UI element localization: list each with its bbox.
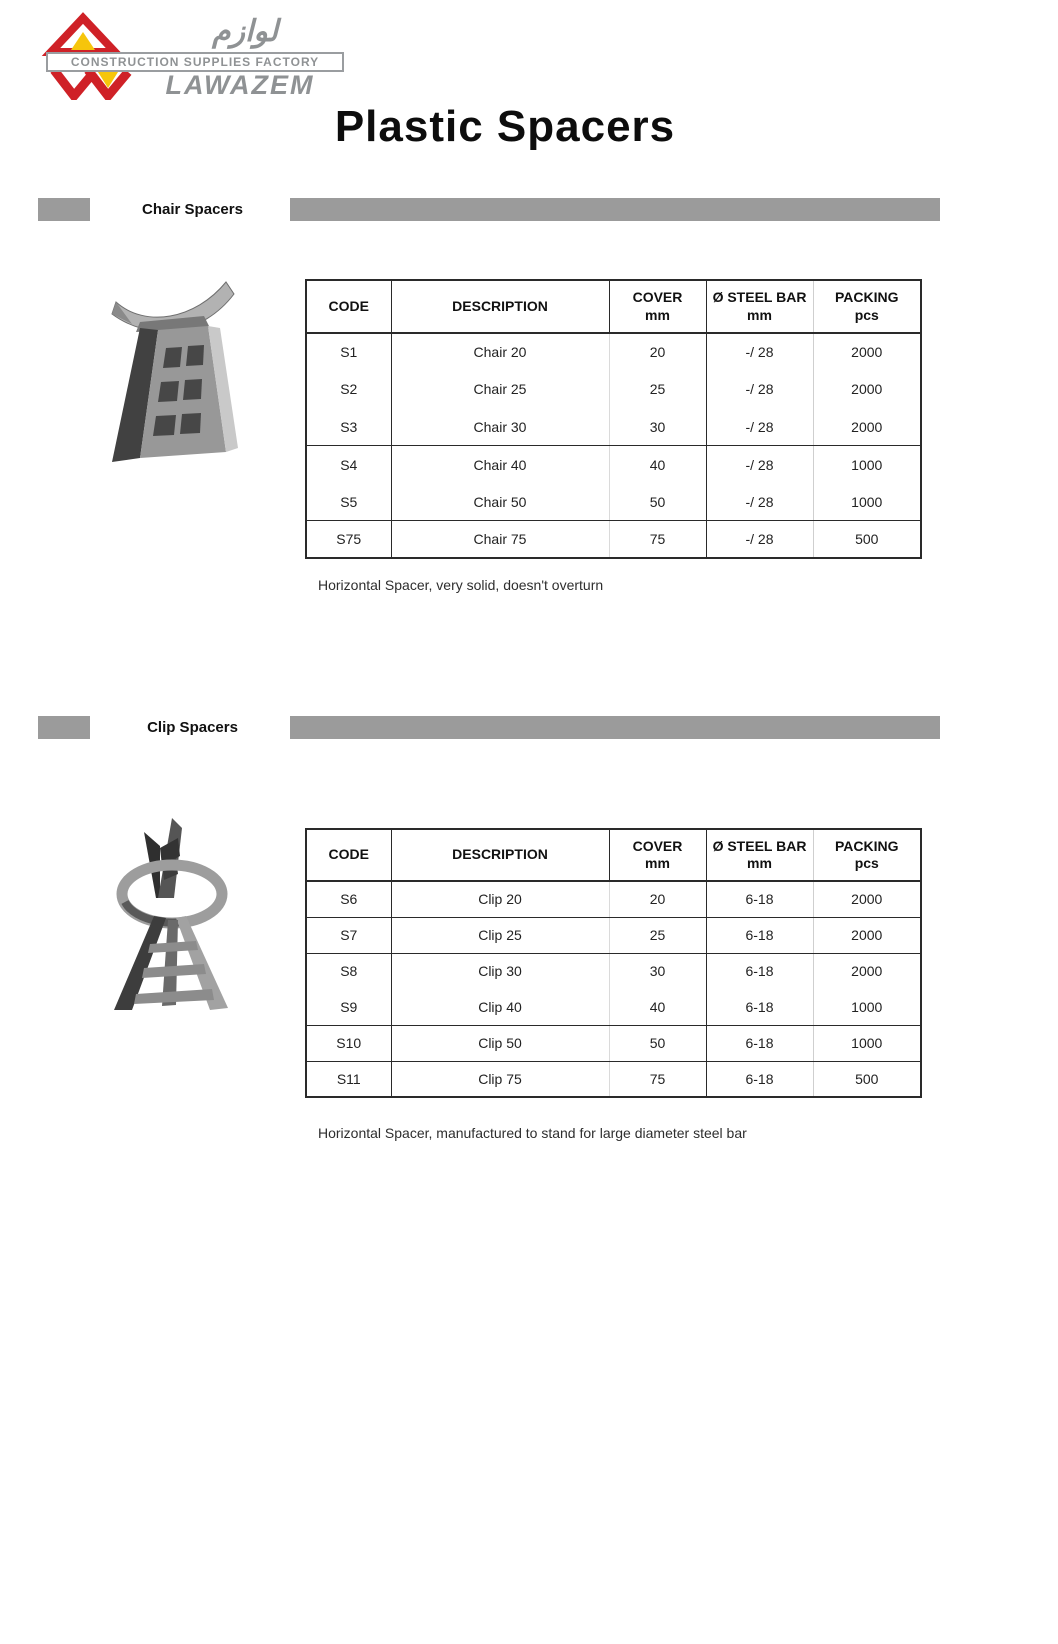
cell-code: S5 [306, 483, 391, 521]
cell-description: Clip 40 [391, 989, 609, 1025]
table-header-row [306, 280, 921, 333]
cell-description: Clip 30 [391, 953, 609, 989]
table-row [306, 1025, 921, 1061]
section-divider-bar [290, 716, 940, 739]
cell-cover: 30 [609, 408, 706, 446]
cell-code: S4 [306, 446, 391, 484]
table-row [306, 408, 921, 446]
table-row [306, 371, 921, 409]
cell-steel-bar: -/ 28 [706, 521, 813, 559]
cell-code: S6 [306, 881, 391, 917]
cell-packing: 1000 [813, 989, 921, 1025]
clip-spacer-image [98, 798, 248, 1016]
cell-packing: 2000 [813, 881, 921, 917]
cell-packing: 500 [855, 531, 879, 547]
table-row [306, 917, 921, 953]
column-header-cover: COVER mm [609, 829, 706, 881]
cell-cover: 30 [609, 953, 706, 989]
cell-description: Clip 75 [391, 1061, 609, 1097]
cell-code: S10 [306, 1025, 391, 1061]
cell-code: S7 [306, 917, 391, 953]
table-row [306, 953, 921, 989]
table-row [306, 1061, 921, 1097]
clip-spacers-note: Horizontal Spacer, manufactured to stand for large diameter steel bar [318, 1125, 747, 1141]
cell-packing: 2000 [851, 344, 883, 361]
cell-description: Chair 40 [391, 446, 609, 484]
cell-packing: 2000 [851, 381, 883, 398]
column-header-cover: COVER mm [609, 280, 706, 333]
cell-code: S8 [306, 953, 391, 989]
section-divider-bar [290, 198, 940, 221]
section-header-clip-spacers [0, 716, 1058, 739]
cell-description: Clip 25 [391, 917, 609, 953]
section-heading: Chair Spacers [142, 201, 243, 218]
cell-description: Clip 50 [391, 1025, 609, 1061]
clip-spacers-table [305, 828, 922, 1098]
cell-cover: 40 [609, 989, 706, 1025]
cell-steel-bar: -/ 28 [706, 483, 813, 521]
cell-steel-bar: -/ 28 [706, 371, 813, 409]
cell-cover: 25 [609, 371, 706, 409]
cell-cover: 75 [609, 521, 706, 559]
cell-cover: 75 [609, 1061, 706, 1097]
column-header-steel-bar: Ø STEEL BAR mm [706, 829, 813, 881]
cell-steel-bar: 6-18 [706, 1025, 813, 1061]
table-row [306, 881, 921, 917]
column-header-steel-bar: Ø STEEL BAR mm [706, 280, 813, 333]
cell-description: Chair 30 [391, 408, 609, 446]
cell-steel-bar: 6-18 [706, 881, 813, 917]
table-row [306, 333, 921, 371]
logo-wordmark: LAWAZEM [165, 70, 315, 100]
cell-cover: 40 [609, 446, 706, 484]
cell-code: S2 [306, 371, 391, 409]
cell-steel-bar: 6-18 [706, 1061, 813, 1097]
column-header-description: DESCRIPTION [391, 829, 609, 881]
company-logo [38, 6, 350, 100]
section-marker [38, 198, 90, 221]
cell-packing: 500 [855, 1070, 879, 1087]
cell-description: Chair 75 [391, 521, 609, 559]
cell-steel-bar: -/ 28 [706, 333, 813, 371]
cell-description: Chair 50 [391, 483, 609, 521]
cell-steel-bar: 6-18 [706, 989, 813, 1025]
table-header-row [306, 829, 921, 881]
cell-description: Clip 20 [391, 881, 609, 917]
cell-steel-bar: -/ 28 [706, 446, 813, 484]
column-header-description: DESCRIPTION [391, 280, 609, 333]
cell-code: S11 [306, 1061, 391, 1097]
chair-spacers-table [305, 279, 922, 559]
cell-packing: 2000 [851, 963, 883, 980]
table-row [306, 989, 921, 1025]
cell-packing: 1000 [813, 1025, 921, 1061]
column-header-code: CODE [306, 829, 391, 881]
chair-spacers-note: Horizontal Spacer, very solid, doesn't overturn [318, 577, 604, 593]
cell-code: S9 [306, 989, 391, 1025]
cell-cover: 50 [609, 1025, 706, 1061]
table-row [306, 446, 921, 484]
page-title: Plastic Spacers [334, 102, 676, 151]
cell-code: S75 [306, 521, 391, 559]
cell-cover: 50 [609, 483, 706, 521]
section-marker [38, 716, 90, 739]
column-header-code: CODE [306, 280, 391, 333]
cell-steel-bar: 6-18 [706, 953, 813, 989]
cell-cover: 25 [609, 917, 706, 953]
cell-code: S1 [306, 333, 391, 371]
cell-packing: 2000 [813, 408, 921, 446]
section-heading: Clip Spacers [147, 719, 238, 736]
column-header-packing: PACKING pcs [813, 280, 921, 333]
cell-packing: 1000 [813, 483, 921, 521]
cell-steel-bar: -/ 28 [706, 408, 813, 446]
cell-cover: 20 [609, 333, 706, 371]
cell-code: S3 [306, 408, 391, 446]
logo-arabic-text: لوازم [211, 14, 279, 48]
cell-description: Chair 20 [391, 333, 609, 371]
table-row [306, 483, 921, 521]
section-header-chair-spacers [0, 198, 1058, 221]
cell-description: Chair 25 [391, 371, 609, 409]
cell-packing: 2000 [813, 917, 921, 953]
chair-spacer-image [100, 266, 245, 471]
cell-steel-bar: 6-18 [706, 917, 813, 953]
cell-packing: 1000 [851, 456, 883, 473]
column-header-packing: PACKING pcs [813, 829, 921, 881]
cell-cover: 20 [609, 881, 706, 917]
table-row [306, 521, 921, 559]
logo-band-text: CONSTRUCTION SUPPLIES FACTORY [46, 52, 344, 72]
